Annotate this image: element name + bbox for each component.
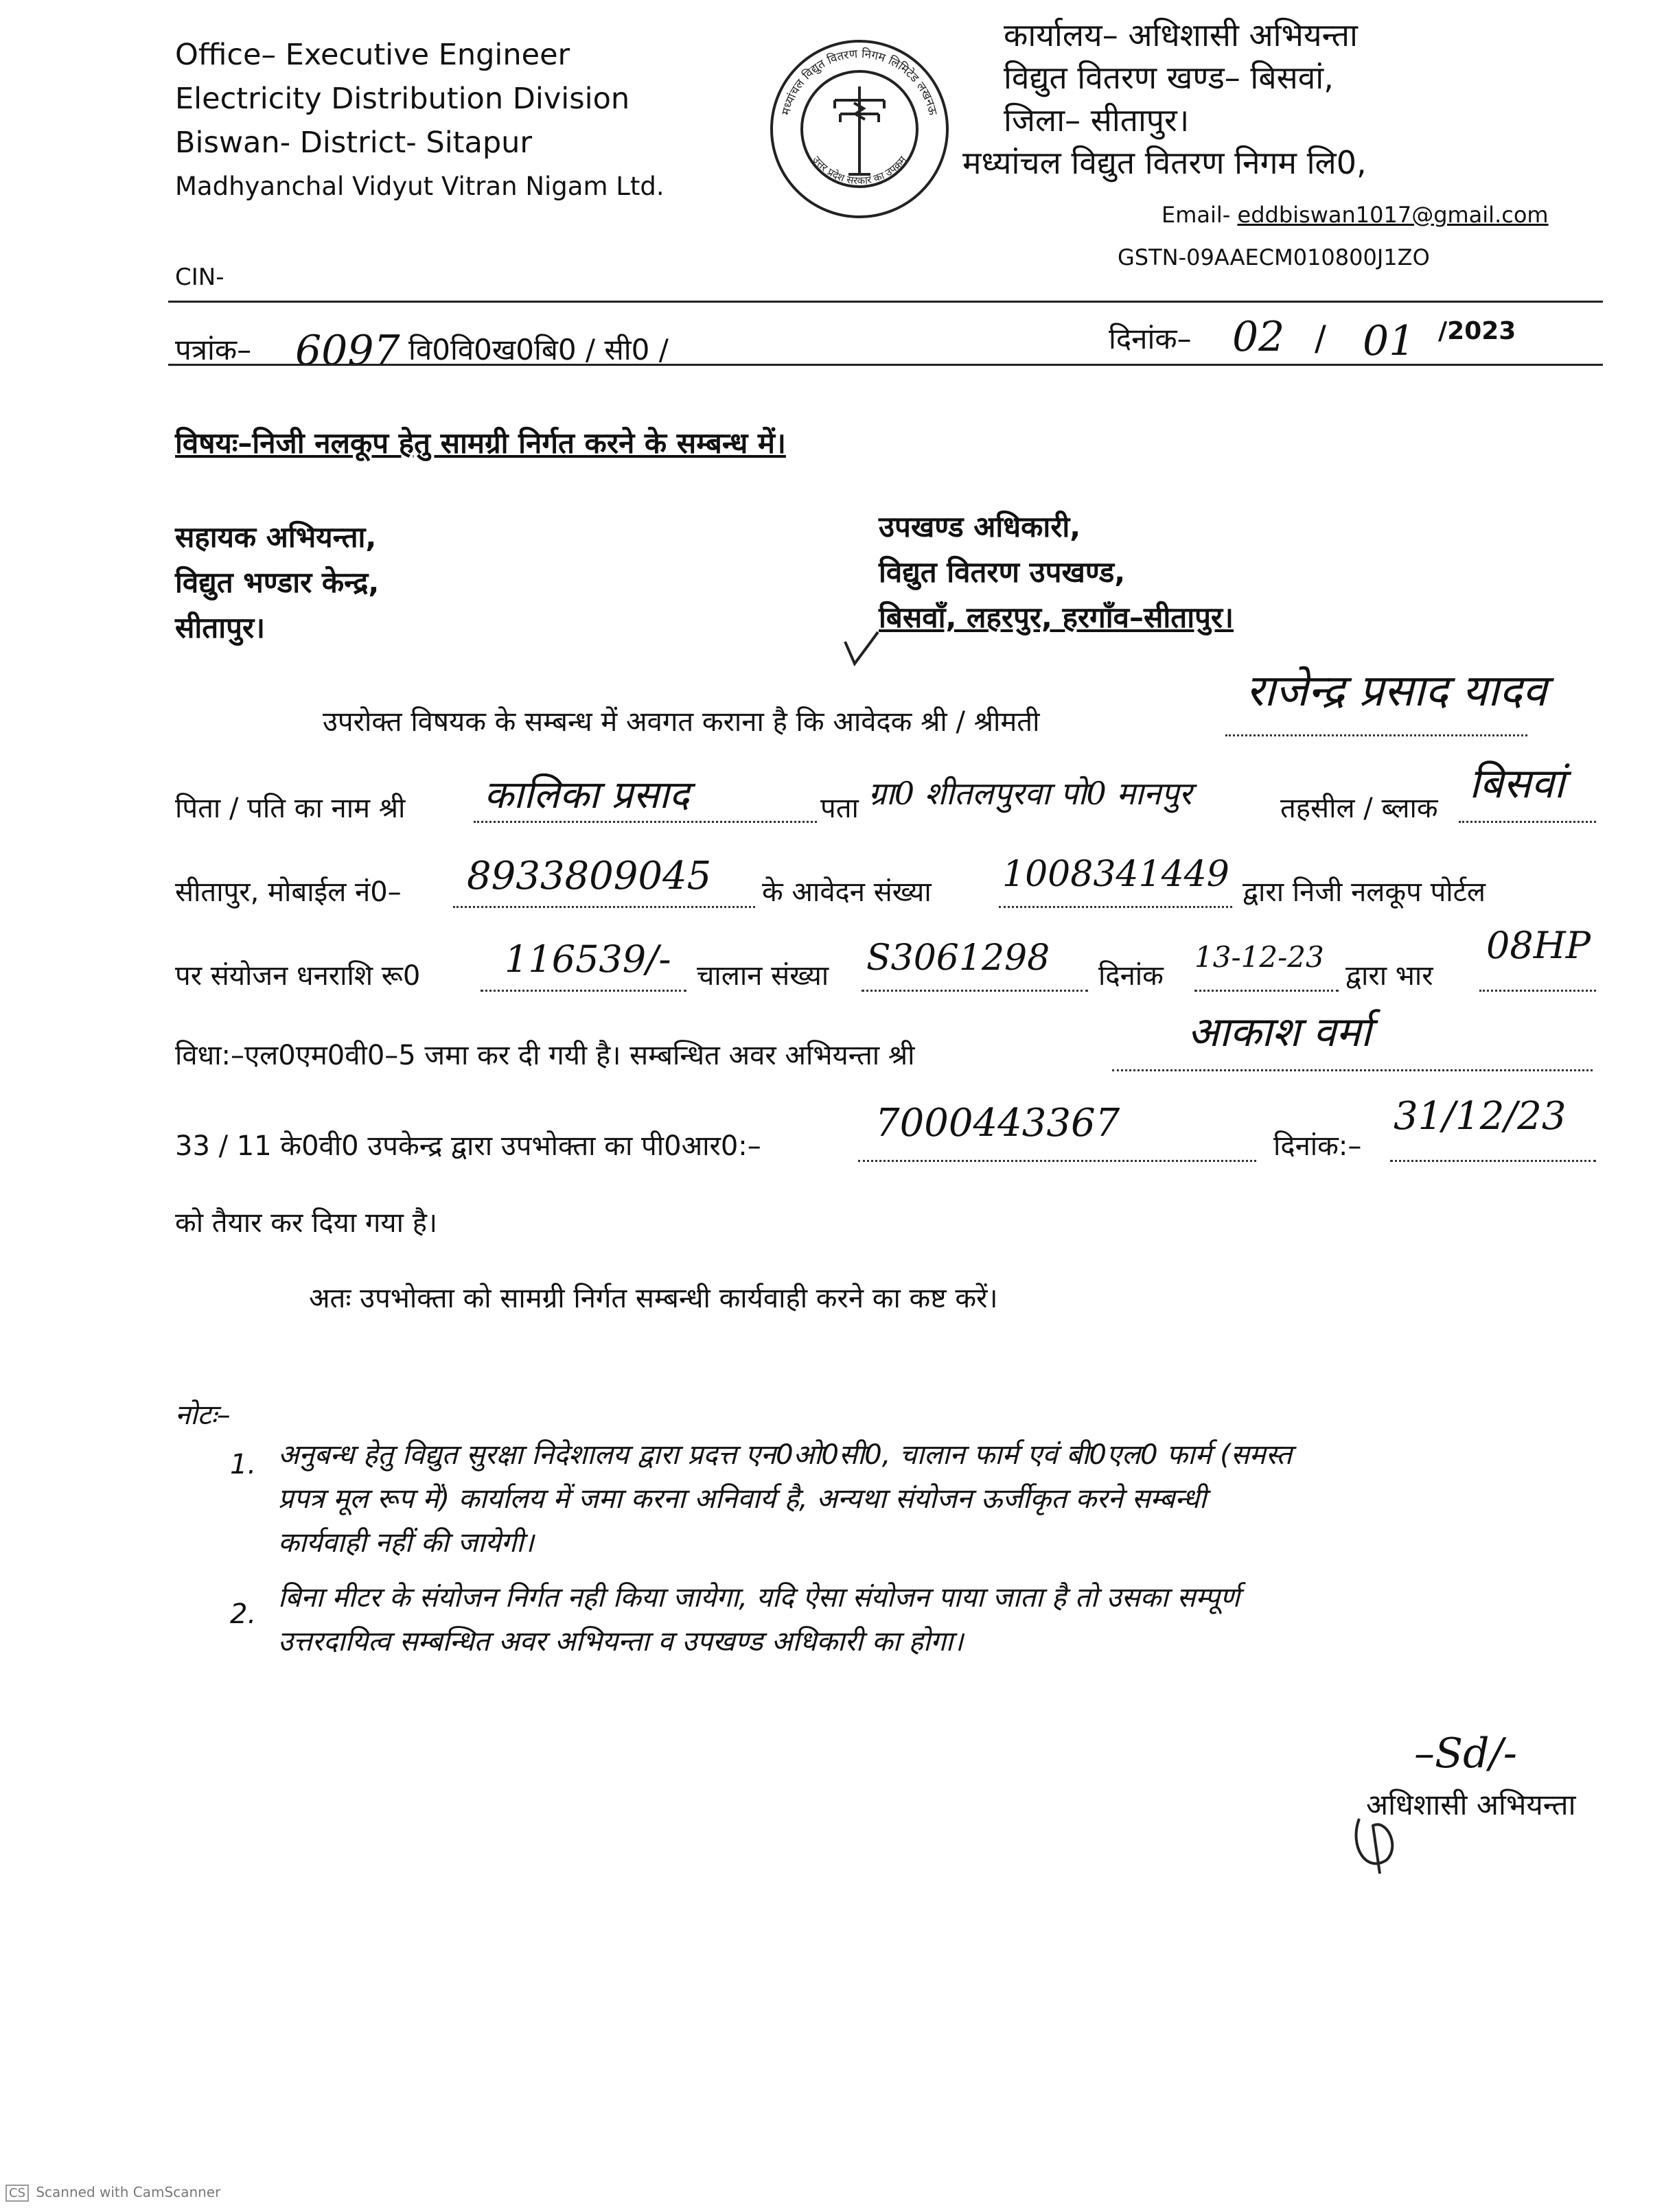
signature-designation: अधिशासी अभियन्ता	[1366, 1788, 1576, 1821]
challan-number: S3061298	[866, 938, 1050, 979]
recipient-right-line-3: बिसवाँ, लहरपुर, हरगाँव–सीतापुर।	[879, 601, 1234, 634]
junior-engineer-name: आकाश वर्मा	[1188, 1008, 1372, 1056]
tick-mark-icon	[841, 628, 882, 669]
recipient-right-line-2: विद्युत वितरण उपखण्ड,	[879, 555, 1126, 589]
office-title-hi: कार्यालय– अधिशासी अभियन्ता	[1004, 16, 1358, 54]
cin-label: CIN-	[175, 264, 224, 291]
block-name: बिसवां	[1469, 760, 1565, 808]
body-line-5: विधा:–एल0एम0वी0–5 जमा कर दी गयी है। सम्बन्धित अवर अभियन्ता श्री	[175, 1040, 915, 1071]
gstn-number: GSTN-09AAECM010800J1ZO	[1118, 244, 1430, 270]
body-line-4d: द्वारा भार	[1345, 960, 1433, 992]
emblem-seal-icon	[767, 37, 951, 221]
body-line-8: अतः उपभोक्ता को सामग्री निर्गत सम्बन्धी कार्यवाही करने का कष्ट करें।	[309, 1283, 998, 1314]
body-line-3a: सीतापुर, मोबाईल नं0–	[175, 876, 402, 908]
body-line-6a: 33 / 11 के0वी0 उपकेन्द्र द्वारा उपभोक्ता का पी0आर0:–	[175, 1130, 761, 1162]
body-line-6b: दिनांक:–	[1273, 1130, 1362, 1162]
note-2-number: 2.	[230, 1598, 257, 1630]
subject-line: विषयः–निजी नलकूप हेतु सामग्री निर्गत करने के सम्बन्ध में।	[175, 426, 786, 460]
division-name-en: Electricity Distribution Division	[175, 82, 630, 116]
body-line-4c: दिनांक	[1098, 960, 1164, 992]
letter-date-day: 02	[1232, 313, 1285, 361]
reference-label: पत्रांक–	[175, 333, 252, 366]
date-label: दिनांक–	[1109, 322, 1192, 356]
emblem-bottom-text: उत्तर प्रदेश सरकार का उपक्रम	[809, 153, 910, 187]
letterhead-english	[175, 33, 665, 209]
reference-number: 6097	[295, 327, 400, 375]
district-hi: जिला– सीतापुर।	[1004, 102, 1190, 139]
note-1-line-1: अनुबन्ध हेतु विद्युत सुरक्षा निदेशालय द्वारा प्रदत्त एन0ओ0सी0, चालान फार्म एवं बी0एल0 फार्म (समस्त	[278, 1439, 1293, 1471]
emblem-top-text: मध्यांचल विद्युत वितरण निगम लिमिटेड लखनऊ	[779, 47, 940, 117]
header-divider-bottom	[168, 364, 1603, 366]
division-name-hi: विद्युत वितरण खण्ड– बिसवां,	[1004, 59, 1334, 96]
connection-amount: 116539/-	[505, 938, 671, 981]
load-capacity: 08HP	[1486, 924, 1591, 967]
initials-scribble-icon	[1345, 1805, 1407, 1881]
note-1-line-2: प्रपत्र मूल रूप में) कार्यालय में जमा करना अनिवार्य है, अन्यथा संयोजन ऊर्जीकृत करने सम्बन्धी	[278, 1483, 1207, 1515]
recipient-left	[175, 515, 379, 651]
company-name-hi: मध्यांचल विद्युत वितरण निगम लि0,	[962, 144, 1367, 181]
applicant-name: राजेन्द्र प्रसाद यादव	[1246, 666, 1547, 717]
company-name-en: Madhyanchal Vidyut Vitran Nigam Ltd.	[175, 172, 665, 201]
letter-date-month: 01	[1363, 317, 1415, 365]
company-emblem	[767, 37, 951, 221]
email-label: Email-	[1162, 202, 1231, 228]
letter-date-year: /2023	[1438, 317, 1516, 345]
camscanner-logo-icon: CS	[5, 2185, 29, 2202]
body-line-2b: पता	[820, 793, 859, 824]
letterhead-hindi	[962, 14, 1367, 184]
recipient-left-line-2: विद्युत भण्डार केन्द्र,	[175, 566, 380, 599]
header-divider-top	[168, 301, 1603, 303]
application-number: 1008341449	[1002, 854, 1229, 895]
pr-date: 31/12/23	[1394, 1094, 1567, 1139]
recipient-right	[879, 504, 1234, 640]
body-line-1: उपरोक्त विषयक के सम्बन्ध में अवगत कराना है कि आवेदक श्री / श्रीमती	[323, 706, 1040, 738]
email-line	[1162, 202, 1549, 228]
body-line-7: को तैयार कर दिया गया है।	[175, 1207, 438, 1239]
recipient-left-line-3: सीतापुर।	[175, 611, 266, 644]
scanner-watermark	[5, 2184, 220, 2202]
district-en: Biswan- District- Sitapur	[175, 126, 533, 160]
note-1-number: 1.	[230, 1449, 257, 1480]
mobile-number: 8933809045	[467, 854, 712, 898]
body-line-2c: तहसील / ब्लाक	[1280, 793, 1438, 824]
note-1-line-3: कार्यवाही नहीं की जायेगी।	[278, 1527, 534, 1559]
body-line-3c: द्वारा निजी नलकूप पोर्टल	[1243, 876, 1486, 908]
note-2-line-2: उत्तरदायित्व सम्बन्धित अवर अभियन्ता व उपखण्ड अधिकारी का होगा।	[278, 1626, 964, 1657]
father-name: कालिका प्रसाद	[484, 773, 690, 817]
body-line-4b: चालान संख्या	[697, 960, 829, 992]
recipient-left-line-1: सहायक अभियन्ता,	[175, 520, 377, 554]
office-title-en: Office– Executive Engineer	[175, 38, 570, 72]
challan-date: 13-12-23	[1194, 940, 1324, 974]
body-line-4a: पर संयोजन धनराशि रू0	[175, 960, 421, 992]
note-2	[278, 1576, 1603, 1664]
pr-number: 7000443367	[875, 1101, 1120, 1145]
notes-heading: नोटः–	[175, 1399, 231, 1431]
signature-sd: –Sd/-	[1414, 1730, 1517, 1778]
applicant-address: ग्रा0 शीतलपुरवा पो0 मानपुर	[868, 775, 1192, 812]
note-2-line-1: बिना मीटर के संयोजन निर्गत नही किया जायेगा, यदि ऐसा संयोजन पाया जाता है तो उसका सम्पूर्ण	[278, 1582, 1240, 1614]
recipient-right-line-1: उपखण्ड अधिकारी,	[879, 510, 1081, 544]
note-1	[278, 1433, 1603, 1565]
scanner-text: Scanned with CamScanner	[36, 2184, 221, 2200]
email-address[interactable]: eddbiswan1017@gmail.com	[1237, 202, 1549, 228]
body-line-2a: पिता / पति का नाम श्री	[175, 793, 406, 824]
reference-suffix: वि0वि0ख0बि0 / सी0 /	[408, 333, 669, 366]
body-line-3b: के आवेदन संख्या	[762, 876, 932, 908]
